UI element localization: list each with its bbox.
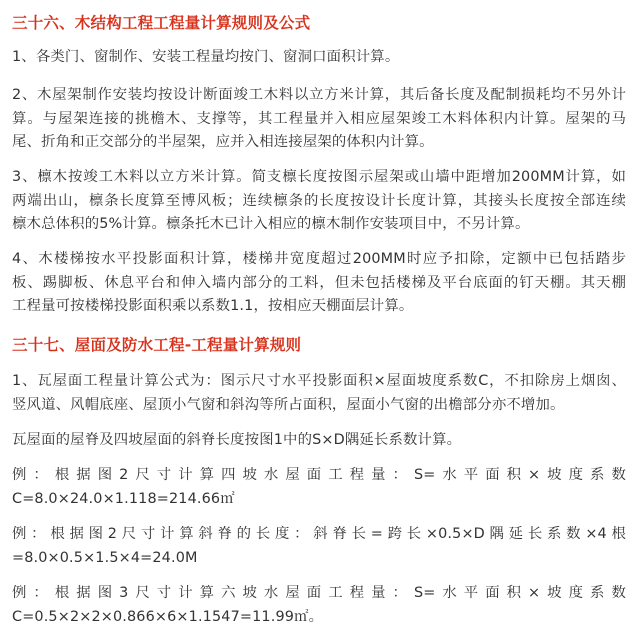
paragraph-ridge (12, 429, 626, 453)
text-line: 1、各类门、窗制作、安装工程量均按门、窗洞口面积计算。 (12, 49, 400, 65)
text-line: 两端出山，檩条长度算至博风板；连续檩条的长度按设计长度计算，其接头长度按全部连续 (12, 192, 626, 209)
text-line: 瓦屋面的屋脊及四坡屋面的斜脊长度按图1中的S×D隅延长系数计算。 (12, 432, 462, 448)
example-six-slope-roof (12, 582, 626, 629)
text-line: 板、踢脚板、休息平台和伸入墙内部分的工料，但未包括楼梯及平台底面的钉天棚。其天棚 (12, 274, 626, 291)
text-line: 2、木屋架制作安装均按设计断面竣工木料以立方米计算，其后备长度及配制损耗均不另外计 (12, 87, 626, 103)
text-line: 檩木总体积的5%计算。檩条托木已计入相应的檩木制作安装项目中，不另计算。 (12, 216, 530, 232)
text-line: 例：根据图2尺寸计算四坡水屋面工程量：S=水平面积×坡度系数 (12, 467, 626, 483)
paragraph-doors-windows (12, 46, 626, 70)
text-line: 尾、折角和正交部分的半屋架，应并入相连接屋架的体积内计算。 (12, 134, 434, 150)
text-line: 1、瓦屋面工程量计算公式为：图示尺寸水平投影面积×屋面坡度系数C，不扣除房上烟囱、 (12, 373, 626, 389)
text-line: 工程量可按楼梯投影面积乘以系数1.1，按相应天棚面层计算。 (12, 298, 414, 314)
text-line: 3、檩木按竣工木料以立方米计算。简支檩长度按图示屋架或山墙中距增加200MM计算，如 (12, 169, 626, 185)
example-hip-ridge-length (12, 523, 626, 570)
text-line: C=8.0×24.0×1.118=214.66㎡ (12, 490, 235, 507)
paragraph-tile-roof (12, 370, 626, 417)
section-heading-36: 三十六、木结构工程工程量计算规则及公式 (12, 14, 311, 32)
text-line: 算。与屋架连接的挑檐木、支撑等，其工程量并入相应屋架竣工木料体积内计算。屋架的马 (12, 110, 626, 127)
example-four-slope-roof (12, 464, 626, 511)
paragraph-roof-truss (12, 84, 626, 155)
text-line: 4、木楼梯按水平投影面积计算，楼梯井宽度超过200MM时应予扣除，定额中已包括踏步 (12, 251, 626, 267)
paragraph-purlin (12, 166, 626, 237)
text-line: =8.0×0.5×1.5×4=24.0M (12, 549, 198, 566)
section-heading-37: 三十七、屋面及防水工程-工程量计算规则 (12, 336, 302, 354)
text-line: 例：根据图3尺寸计算六坡水屋面工程量：S=水平面积×坡度系数 (12, 585, 626, 601)
text-line: 竖风道、风帽底座、屋顶小气窗和斜沟等所占面积，屋面小气窗的出檐部分亦不增加。 (12, 396, 565, 413)
text-line: C=0.5×2×2×0.866×6×1.1547=11.99㎡。 (12, 608, 324, 625)
paragraph-wood-stairs (12, 248, 626, 319)
text-line: 例：根据图2尺寸计算斜脊的长度：斜脊长=跨长×0.5×D隅延长系数×4根 (12, 526, 626, 542)
